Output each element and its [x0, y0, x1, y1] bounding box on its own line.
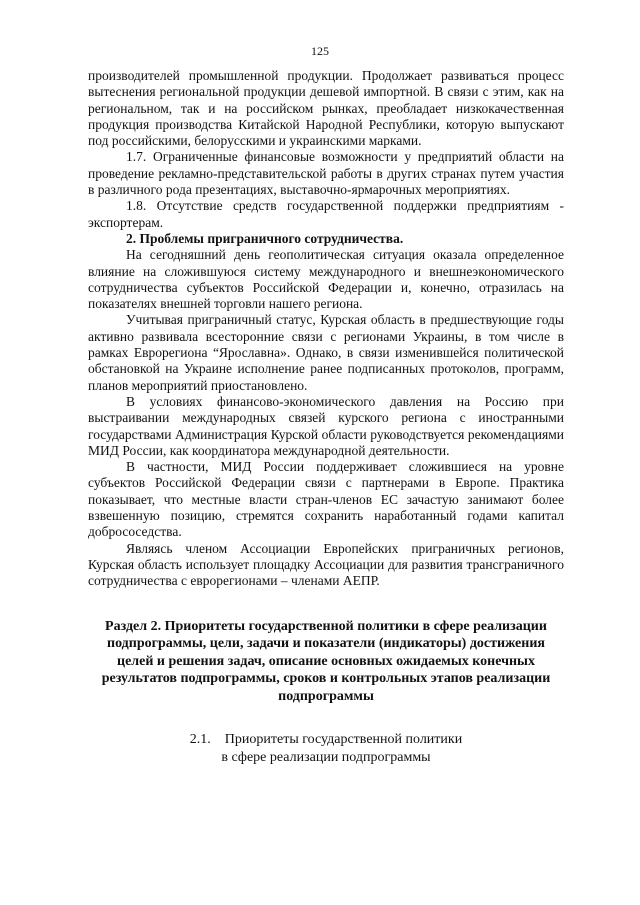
document-body [88, 68, 564, 766]
paragraph-mfa-support: В частности, МИД России поддерживает сложившиеся на уровне субъектов Российской Федерации связи с партнерами в Европе. Практика показывает, что местные власти стран-членов ЕС зачастую занимают более взвешенную позицию, стремятся сохранить наработанный годами капитал добрососедства. [88, 459, 564, 540]
paragraph-financial-pressure: В условиях финансово-экономического давления на Россию при выстраивании международных связей курского региона с иностранными государствами Администрация Курской области руководствуется рекомендациями МИД России, как координатора международной деятельности. [88, 393, 564, 458]
page-number: 125 [311, 44, 329, 58]
paragraph-geopolitical: На сегодняшний день геополитическая ситуация оказала определенное влияние на сложившуюся систему международного и внешнеэкономического сотрудничества субъектов Российской Федерации и, конечно, отразилась на показателях внешней торговли нашего региона. [88, 247, 564, 312]
subsection-2-1-title [88, 731, 564, 766]
subsection-line-1: 2.1. Приоритеты государственной политики [189, 732, 463, 747]
heading-cross-border-problems: 2. Проблемы приграничного сотрудничества. [126, 230, 404, 246]
paragraph-item-1-8: 1.8. Отсутствие средств государственной поддержки предприятиям - экспортерам. [88, 198, 564, 230]
section-2-title: Раздел 2. Приоритеты государственной политики в сфере реализации подпрограммы, цели, задачи и показатели (индикаторы) достижения целей и решения задач, описание основных ожидаемых конечных результатов подпрограммы, сроков и контрольных этапов реализации подпрограммы [101, 618, 551, 704]
paragraph-border-status: Учитывая приграничный статус, Курская область в предшествующие годы активно развивала всесторонние связи с регионами Украины, в том числе в рамках Еврорегиона “Ярославна». Однако, в связи изменившейся политической обстановкой на Украине исполнение ранее подписанных протоколов, программ, планов мероприятий приостановлено. [88, 312, 564, 393]
paragraph-item-1-7: 1.7. Ограниченные финансовые возможности у предприятий области на проведение рекламно-представительской работы в других странах путем участия в различного рода презентациях, выставочно-ярмарочных мероприятиях. [88, 149, 564, 198]
paragraph-continuation: производителей промышленной продукции. Продолжает развиваться процесс вытеснения региональной продукции дешевой импортной. В связи с этим, как на региональном, так и на российском рынках, преобладает низкокачественная продукция производства Китайской Народной Республики, которую выпускают под российскими, белорусскими и украинскими марками. [88, 68, 564, 149]
subsection-line-2: в сфере реализации подпрограммы [221, 749, 431, 765]
paragraph-aebr-membership: Являясь членом Ассоциации Европейских приграничных регионов, Курская область использует площадку Ассоциации для развития трансграничного сотрудничества с еврорегионами – членами АЕПР. [88, 540, 564, 589]
